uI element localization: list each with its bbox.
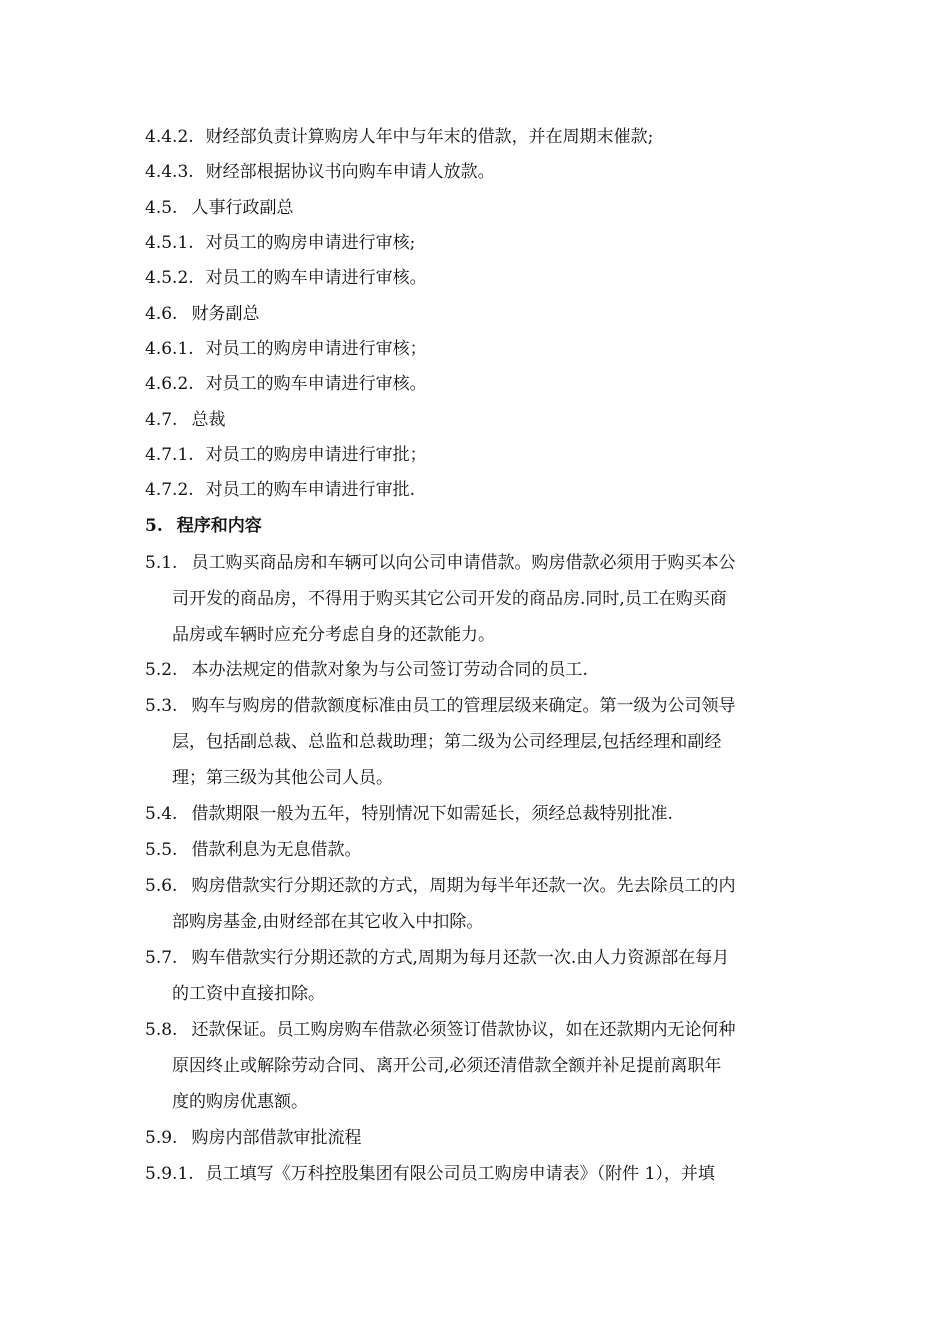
clause-4-5	[145, 190, 807, 226]
clause-number: 4.5.1.	[145, 233, 194, 253]
clause-5-7	[145, 940, 807, 976]
clause-text: 借款利息为无息借款。	[191, 840, 362, 860]
clause-number: 5.1.	[145, 553, 178, 573]
clause-4-4-2	[145, 119, 807, 155]
clause-text: 购车借款实行分期还款的方式,周期为每月还款一次.由人力资源部在每月	[191, 948, 730, 968]
clause-number: 4.7.	[145, 410, 178, 430]
clause-4-7-1	[145, 437, 807, 473]
clause-4-6	[145, 296, 807, 332]
clause-number: 4.6.	[145, 304, 178, 324]
section-5-heading	[145, 508, 807, 544]
clause-number: 4.7.1.	[145, 445, 194, 465]
clause-text: 总裁	[191, 410, 226, 430]
clause-number: 4.4.3.	[145, 162, 194, 182]
clause-text: 购车与购房的借款额度标准由员工的管理层级来确定。第一级为公司领导	[191, 696, 736, 716]
clause-5-1	[145, 545, 807, 581]
clause-text: 对员工的购车申请进行审批.	[205, 480, 416, 500]
clause-number: 4.7.2.	[145, 480, 194, 500]
clause-5-3-continuation: 理；第三级为其他公司人员。	[172, 768, 393, 788]
clause-4-7-2	[145, 472, 807, 508]
section-title: 程序和内容	[176, 516, 262, 536]
clause-5-6-continuation: 部购房基金,由财经部在其它收入中扣除。	[172, 912, 484, 932]
clause-text: 本办法规定的借款对象为与公司签订劳动合同的员工.	[191, 660, 588, 680]
clause-5-9-1	[145, 1156, 807, 1192]
clause-number: 5.9.1.	[145, 1164, 194, 1184]
clause-text: 财经部负责计算购房人年中与年末的借款，并在周期末催款;	[205, 127, 654, 147]
clause-4-6-1	[145, 331, 807, 367]
clause-text: 人事行政副总	[191, 198, 294, 218]
clause-number: 5.8.	[145, 1020, 178, 1040]
clause-text: 员工购买商品房和车辆可以向公司申请借款。购房借款必须用于购买本公	[191, 553, 736, 573]
clause-4-4-3	[145, 154, 807, 190]
clause-5-3-continuation: 层，包括副总裁、总监和总裁助理；第二级为公司经理层,包括经理和副经	[172, 732, 722, 752]
clause-text: 对员工的购车申请进行审核。	[205, 374, 427, 394]
clause-text: 购房借款实行分期还款的方式，周期为每半年还款一次。先去除员工的内	[191, 876, 736, 896]
clause-text: 对员工的购房申请进行审核;	[205, 233, 416, 253]
clause-number: 4.6.2.	[145, 374, 194, 394]
clause-number: 5.3.	[145, 696, 178, 716]
clause-4-6-2	[145, 366, 807, 402]
clause-5-7-continuation: 的工资中直接扣除。	[172, 984, 325, 1004]
clause-5-8	[145, 1012, 807, 1048]
clause-text: 还款保证。员工购房购车借款必须签订借款协议，如在还款期内无论何种	[191, 1020, 736, 1040]
clause-5-2	[145, 652, 807, 688]
clause-text: 对员工的购房申请进行审核；	[205, 339, 427, 359]
clause-number: 4.5.2.	[145, 268, 194, 288]
clause-5-6	[145, 868, 807, 904]
clause-number: 5.9.	[145, 1128, 178, 1148]
clause-number: 5.6.	[145, 876, 178, 896]
clause-4-5-2	[145, 260, 807, 296]
clause-5-1-continuation: 品房或车辆时应充分考虑自身的还款能力。	[172, 625, 495, 645]
clause-5-4	[145, 796, 807, 832]
clause-number: 4.5.	[145, 198, 178, 218]
clause-text: 对员工的购房申请进行审批；	[205, 445, 427, 465]
clause-5-9	[145, 1120, 807, 1156]
clause-text: 财务副总	[191, 304, 260, 324]
clause-5-8-continuation: 原因终止或解除劳动合同、离开公司,必须还清借款全额并补足提前离职年	[172, 1056, 722, 1076]
clause-5-5	[145, 832, 807, 868]
clause-4-5-1	[145, 225, 807, 261]
clause-number: 5.2.	[145, 660, 178, 680]
clause-number: 5.7.	[145, 948, 178, 968]
section-number: 5.	[145, 516, 163, 536]
clause-number: 5.5.	[145, 840, 178, 860]
clause-number: 5.4.	[145, 804, 178, 824]
clause-text: 借款期限一般为五年，特别情况下如需延长，须经总裁特别批准.	[191, 804, 673, 824]
clause-number: 4.6.1.	[145, 339, 194, 359]
clause-4-7	[145, 402, 807, 438]
clause-5-3	[145, 688, 807, 724]
clause-5-8-continuation: 度的购房优惠额。	[172, 1092, 308, 1112]
clause-text: 对员工的购车申请进行审核。	[205, 268, 427, 288]
clause-text: 财经部根据协议书向购车申请人放款。	[205, 162, 495, 182]
clause-text: 购房内部借款审批流程	[191, 1128, 362, 1148]
clause-5-1-continuation: 司开发的商品房，不得用于购买其它公司开发的商品房.同时,员工在购买商	[172, 589, 727, 609]
clause-number: 4.4.2.	[145, 127, 194, 147]
clause-text: 员工填写《万科控股集团有限公司员工购房申请表》（附件 1），并填	[205, 1164, 715, 1184]
